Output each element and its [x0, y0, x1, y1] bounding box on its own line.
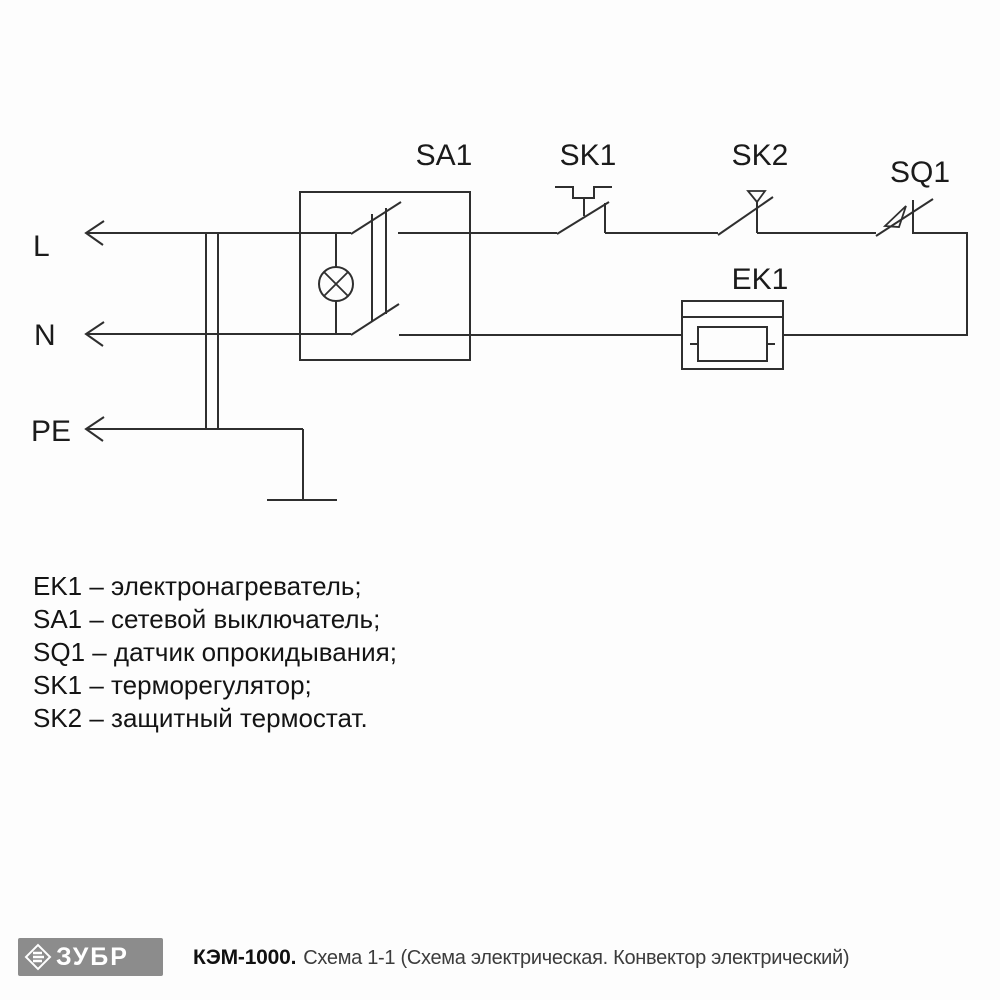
terminal-label-pe: PE [31, 415, 72, 448]
footer-caption-line [193, 930, 849, 986]
legend-line: EK1 – электронагреватель; [33, 571, 362, 601]
zubr-diamond-icon [24, 943, 52, 971]
sk1-label: SK1 [559, 139, 617, 172]
wire-sq1-ek1 [783, 233, 967, 335]
ek1-label: EK1 [731, 263, 789, 296]
footer [0, 930, 1000, 986]
legend-line: SA1 – сетевой выключатель; [33, 604, 381, 634]
brand-logo [18, 938, 163, 976]
footer-model: КЭМ-1000. [193, 946, 297, 969]
power-cord-lines [206, 233, 218, 429]
legend [33, 570, 397, 735]
sq1-label: SQ1 [889, 156, 951, 189]
wire-pe [86, 417, 337, 500]
legend-line: SK2 – защитный термостат. [33, 703, 368, 733]
footer-caption: Схема 1-1 (Схема электрическая. Конвектор электрический) [303, 946, 850, 969]
sk2-symbol [718, 191, 773, 235]
sk1-symbol [555, 187, 612, 234]
sk2-label: SK2 [731, 139, 789, 172]
sq1-symbol [876, 199, 933, 236]
terminal-label-l: L [33, 230, 50, 263]
lamp-icon [319, 233, 353, 334]
legend-line: SK1 – терморегулятор; [33, 670, 312, 700]
terminal-label-n: N [34, 319, 56, 352]
sa1-label: SA1 [415, 139, 473, 172]
brand-name: ЗУБР [56, 942, 129, 971]
sa1-switch-levers [351, 202, 401, 335]
legend-line: SQ1 – датчик опрокидывания; [33, 637, 397, 667]
ek1-heater-symbol [682, 301, 783, 369]
